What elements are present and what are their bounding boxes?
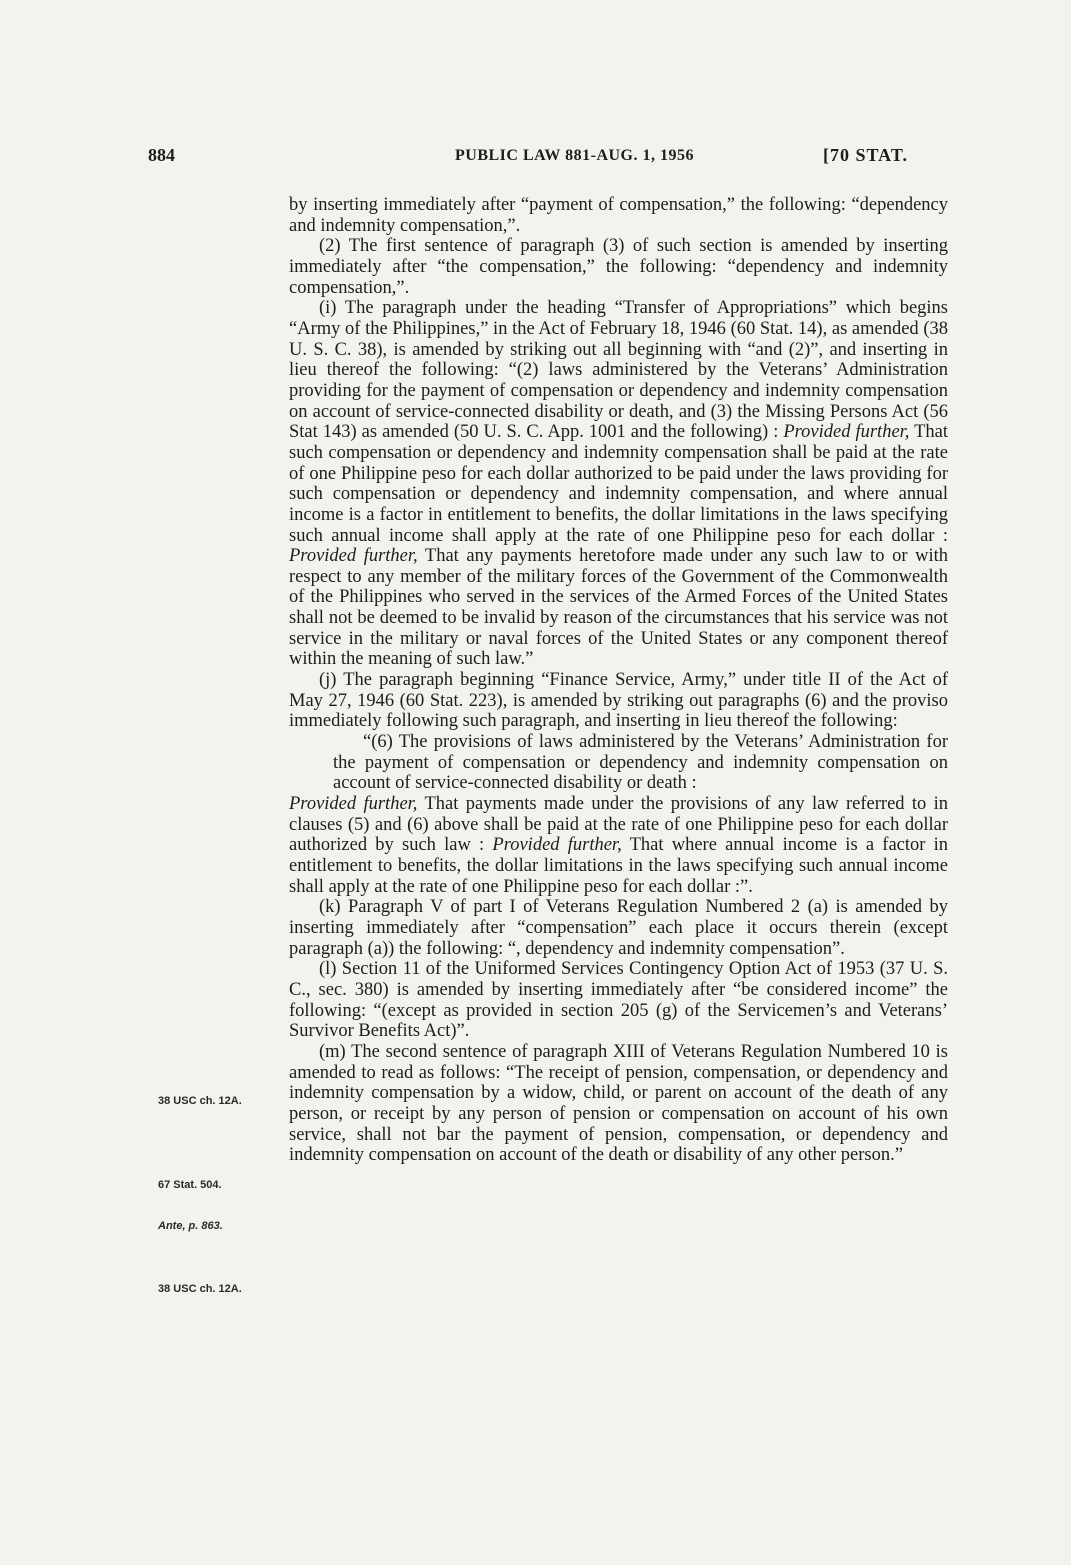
body-text — [289, 195, 948, 1166]
margin-note: 38 USC ch. 12A. — [158, 1095, 242, 1107]
paragraph-text: That payments made under the provisions of any law referred to in clauses (5) and (6) above shall be paid at the rate of one Philippine peso for each dollar authorized by such law : — [289, 794, 948, 856]
quoted-paragraph: “(6) The provisions of laws administered by the Veterans’ Administration for the payment of compensation or dependency and indemnity compensation on account of service-connected disability or death : — [333, 732, 948, 794]
paragraph: by inserting immediately after “payment of compensation,” the following: “dependency and indemnity compensation,”. — [289, 195, 948, 236]
paragraph: (m) The second sentence of paragraph XIII of Veterans Regulation Numbered 10 is amended to read as follows: “The receipt of pension, compensation, or dependency and indemnity compensation by a widow, child, or parent on account of the death of any person, or receipt by any person of pension or compensation on account of his own service, shall not bar the payment of pension, compensation, or dependency and indemnity compensation on account of the death or disability of any other person.” — [289, 1041, 948, 1166]
paragraph — [289, 794, 948, 897]
paragraph: (k) Paragraph V of part I of Veterans Regulation Numbered 2 (a) is amended by inserting immediately after “compensation” each place it occurs therein (except paragraph (a)) the following: “, dependency and indemnity compensation”. — [289, 897, 948, 959]
running-head: PUBLIC LAW 881-AUG. 1, 1956 — [455, 147, 694, 164]
paragraph-text: (i) The paragraph under the heading “Transfer of Appropriations” which begins “Army of the Philippines,” in the Act of February 18, 1946 (60 Stat. 14), as amended (38 U. S. C. 38), is amended by striking out all beginning with “and (2)”, and inserting in lieu thereof the following: “(2) laws administered by the Veterans’ Administration providing for the payment of compensation or dependency and indemnity compensation on account of service-connected disability or death, and (3) the Missing Persons Act (56 Stat 143) as amended (50 U. S. C. App. 1001 and the following) : — [289, 298, 948, 443]
margin-note: 38 USC ch. 12A. — [158, 1283, 242, 1295]
paragraph: (j) The paragraph beginning “Finance Service, Army,” under title II of the Act of May 27, 1946 (60 Stat. 223), is amended by striking out paragraphs (6) and the proviso immediately following such paragraph, and inserting in lieu thereof the following: — [289, 670, 948, 732]
paragraph-text: That where annual income is a factor in entitlement to benefits, the dollar limitations in the laws specifying such annual income shall apply at the rate of one Philippine peso for each dollar :”. — [289, 835, 949, 897]
paragraph: (2) The first sentence of paragraph (3) of such section is amended by inserting immediately after “the compensation,” the following: “dependency and indemnity compensation,”. — [289, 236, 948, 298]
volume-reference: [70 STAT. — [823, 145, 909, 165]
margin-note: Ante, p. 863. — [158, 1220, 223, 1232]
margin-note: 67 Stat. 504. — [158, 1179, 222, 1191]
paragraph: (l) Section 11 of the Uniformed Services Contingency Option Act of 1953 (37 U. S. C., sec. 380) is amended by inserting immediately after “be considered income” the following: “(except as provided in section 205 (g) of the Servicemen’s and Veterans’ Survivor Benefits Act)”. — [289, 959, 948, 1042]
paragraph — [289, 298, 948, 670]
margin-notes — [0, 0, 285, 1565]
page-number: 884 — [148, 145, 175, 165]
proviso-italic: Provided further, — [492, 835, 622, 856]
paragraph-text: That such compensation or dependency and indemnity compensation shall be paid at the rate of one Philippine peso for each dollar authorized to be paid under the laws providing for such compensation or dependency and indemnity compensation, and where annual income is a factor in entitlement to benefits, the dollar limitations in the laws specifying such annual income shall apply at the rate of one Philippine peso for each dollar : — [289, 422, 949, 546]
paragraph-text: That any payments heretofore made under any such law to or with respect to any member of the military forces of the Government of the Commonwealth of the Philippines who served in the services of the Armed Forces of the United States shall not be deemed to be invalid by reason of the circumstances that his service was not service in the military or naval forces of the United States or any component thereof within the meaning of such law.” — [289, 546, 948, 670]
proviso-italic: Provided further, — [289, 794, 418, 815]
proviso-italic: Provided further, — [783, 422, 910, 443]
proviso-italic: Provided further, — [289, 546, 418, 567]
